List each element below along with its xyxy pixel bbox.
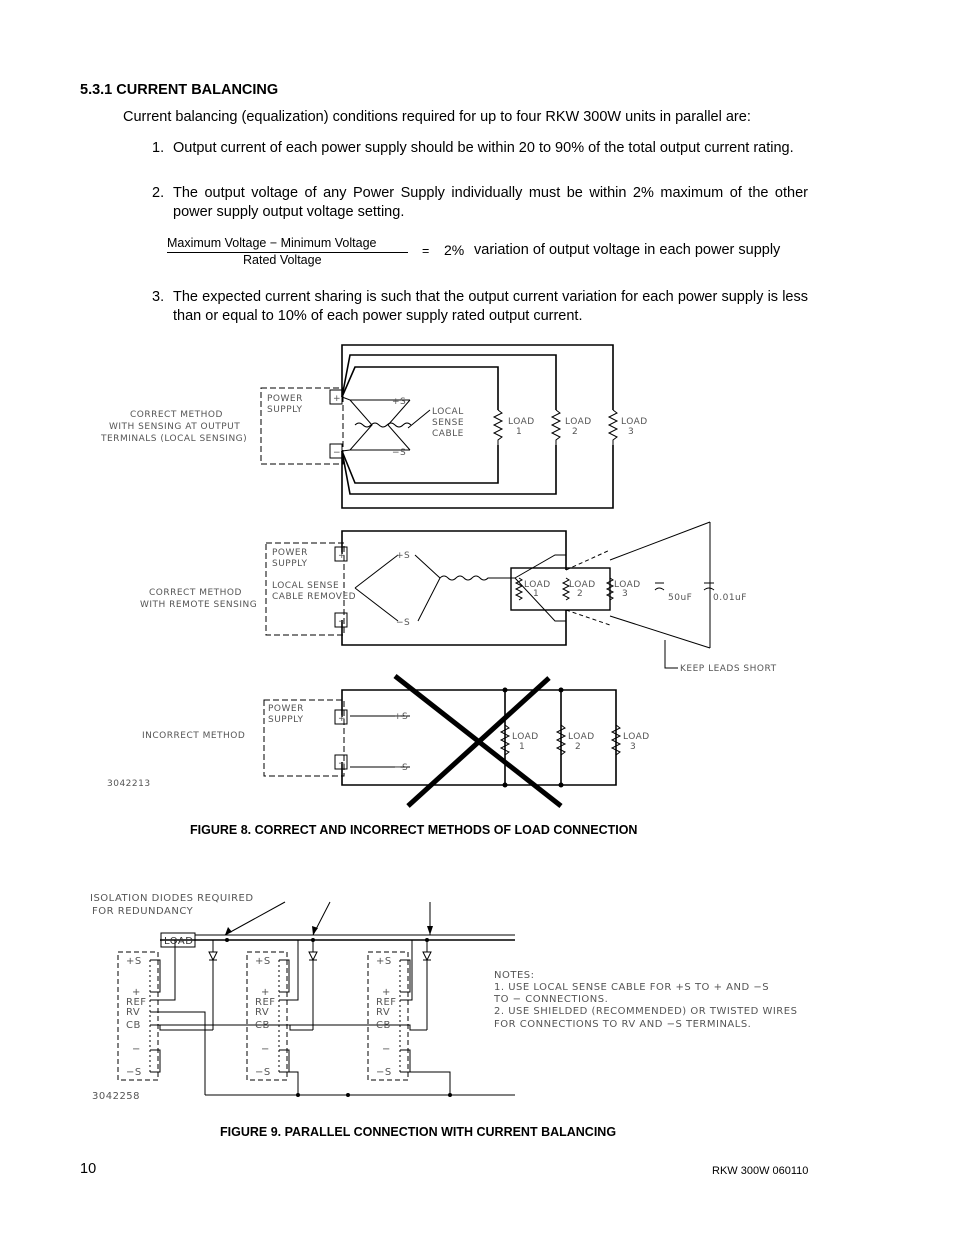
terminal-ref: REF: [376, 997, 397, 1008]
terminal-plus: +: [132, 987, 141, 998]
minus-terminal: −: [333, 448, 342, 458]
formula-percent: 2%: [444, 242, 465, 258]
note-line: 1. USE LOCAL SENSE CABLE FOR +S TO + AND −S: [494, 982, 770, 993]
terminal-minus: −: [382, 1044, 391, 1055]
plus-s-terminal: +S: [392, 397, 407, 407]
load-number: 2: [572, 427, 579, 437]
load-number: 2: [575, 742, 582, 752]
terminal-cb: CB: [376, 1020, 391, 1031]
power-supply-label: SUPPLY: [267, 405, 303, 415]
terminal-cb: CB: [255, 1020, 270, 1031]
figure-9-caption: FIGURE 9. PARALLEL CONNECTION WITH CURRENT BALANCING: [220, 1125, 617, 1139]
plus-terminal: +: [333, 394, 342, 404]
plus-terminal: +: [338, 551, 347, 561]
notes-title: NOTES:: [494, 970, 535, 981]
method3-label: INCORRECT METHOD: [142, 731, 246, 741]
formula-numerator: Maximum Voltage − Minimum Voltage: [167, 236, 377, 250]
terminal-plus: +: [382, 987, 391, 998]
formula-description: variation of output voltage in each power supply: [474, 242, 781, 258]
local-sense-label: SENSE: [432, 418, 465, 428]
list-text: The expected current sharing is such that the output current variation for each power supply is less than or equal to 10% of each power supply rated output current.: [173, 289, 808, 324]
terminal-minus-s: −S: [255, 1067, 271, 1078]
keep-leads-short-label: KEEP LEADS SHORT: [680, 664, 777, 674]
list-text: The output voltage of any Power Supply individually must be within 2% maximum of the other power supply output voltage setting.: [173, 185, 808, 220]
load-label: LOAD: [621, 417, 648, 427]
method1-label-3: TERMINALS (LOCAL SENSING): [101, 434, 248, 444]
section-heading: 5.3.1 CURRENT BALANCING: [80, 82, 279, 98]
figure-9-diagram: [0, 880, 954, 1120]
load-number: 3: [622, 589, 629, 599]
load-number: 1: [533, 589, 540, 599]
terminal-ref: REF: [126, 997, 147, 1008]
formula-denominator: Rated Voltage: [243, 253, 322, 267]
load-label: LOAD: [623, 732, 650, 742]
minus-s-terminal: −S: [396, 618, 411, 628]
terminal-ref: REF: [255, 997, 276, 1008]
load-number: 2: [577, 589, 584, 599]
load-box-label: LOAD: [164, 936, 194, 947]
terminal-plus-s: +S: [255, 956, 271, 967]
section-intro: Current balancing (equalization) conditions required for up to four RKW 300W units in parallel are:: [123, 109, 751, 125]
load-label: LOAD: [524, 580, 551, 590]
load-label: LOAD: [565, 417, 592, 427]
note-line: 2. USE SHIELDED (RECOMMENDED) OR TWISTED WIRES: [494, 1006, 798, 1017]
method1-label-2: WITH SENSING AT OUTPUT: [109, 422, 241, 432]
method1-label-1: CORRECT METHOD: [130, 410, 223, 420]
note-line: FOR CONNECTIONS TO RV AND −S TERMINALS.: [494, 1019, 752, 1030]
power-supply-label: POWER: [272, 548, 308, 558]
capacitor-label: 50uF: [668, 593, 693, 603]
terminal-minus: −: [132, 1044, 141, 1055]
cable-removed-label: LOCAL SENSE: [272, 581, 340, 591]
local-sense-label: CABLE: [432, 429, 464, 439]
terminal-rv: RV: [255, 1007, 270, 1018]
formula-equals: =: [422, 244, 430, 258]
terminal-minus: −: [261, 1044, 270, 1055]
power-supply-label: SUPPLY: [272, 559, 308, 569]
terminal-plus-s: +S: [376, 956, 392, 967]
local-sense-label: LOCAL: [432, 407, 464, 417]
terminal-plus: +: [261, 987, 270, 998]
plus-s-terminal: +S: [396, 551, 411, 561]
power-supply-label: SUPPLY: [268, 715, 304, 725]
terminal-rv: RV: [376, 1007, 391, 1018]
minus-s-terminal: −S: [392, 448, 407, 458]
isolation-label: ISOLATION DIODES REQUIRED: [90, 893, 254, 904]
plus-s-terminal: +S: [394, 712, 409, 722]
cable-removed-label: CABLE REMOVED: [272, 592, 357, 602]
power-supply-label: POWER: [268, 704, 304, 714]
figure-8-caption: FIGURE 8. CORRECT AND INCORRECT METHODS OF LOAD CONNECTION: [190, 823, 638, 837]
load-label: LOAD: [508, 417, 535, 427]
load-label: LOAD: [569, 580, 596, 590]
document-id: RKW 300W 060110: [712, 1165, 809, 1177]
plus-terminal: +: [338, 714, 347, 724]
load-number: 3: [630, 742, 637, 752]
terminal-minus-s: −S: [376, 1067, 392, 1078]
load-label: LOAD: [568, 732, 595, 742]
load-number: 1: [519, 742, 526, 752]
isolation-label: FOR REDUNDANCY: [92, 906, 194, 917]
figure-ref: 3042213: [107, 779, 151, 789]
capacitor-label: 0.01uF: [713, 593, 747, 603]
terminal-cb: CB: [126, 1020, 141, 1031]
terminal-minus-s: −S: [126, 1067, 142, 1078]
power-supply-label: POWER: [267, 394, 303, 404]
load-number: 1: [516, 427, 523, 437]
terminal-rv: RV: [126, 1007, 141, 1018]
load-label: LOAD: [512, 732, 539, 742]
minus-terminal: −: [338, 617, 347, 627]
method2-label-2: WITH REMOTE SENSING: [140, 600, 258, 610]
page-number: 10: [80, 1161, 97, 1177]
list-number: 3.: [152, 289, 165, 305]
list-number: 1.: [152, 140, 165, 156]
note-line: TO − CONNECTIONS.: [494, 994, 609, 1005]
load-label: LOAD: [614, 580, 641, 590]
minus-terminal: −: [338, 759, 347, 769]
figure-ref: 3042258: [92, 1091, 141, 1102]
terminal-plus-s: +S: [126, 956, 142, 967]
minus-s-terminal: −S: [394, 763, 409, 773]
method2-label-1: CORRECT METHOD: [149, 588, 242, 598]
list-text: Output current of each power supply should be within 20 to 90% of the total output current rating.: [173, 140, 794, 156]
load-number: 3: [628, 427, 635, 437]
list-number: 2.: [152, 185, 165, 201]
